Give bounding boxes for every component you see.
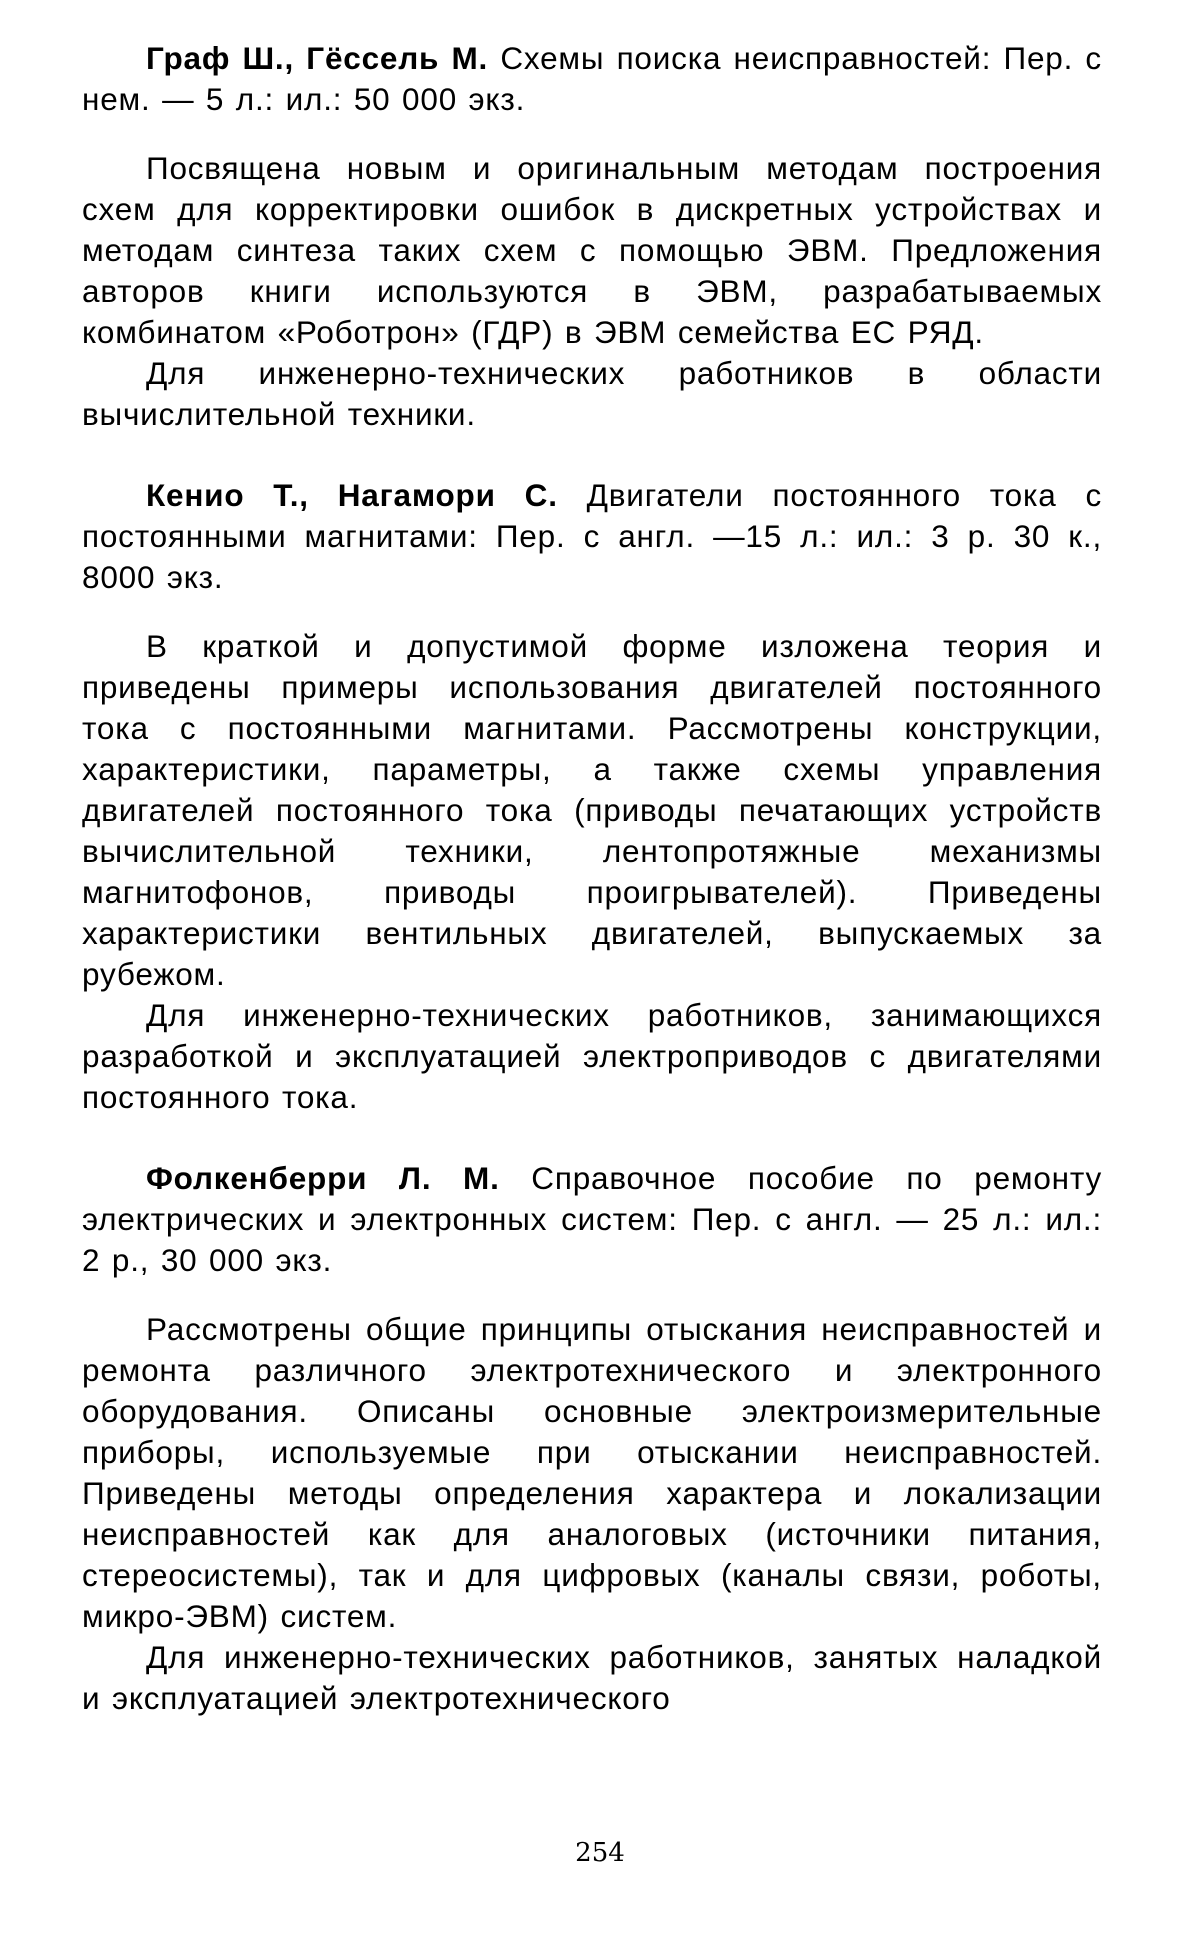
book-entry-graf [82, 38, 1102, 435]
book-authors: Кенио Т., Нагамори С. [146, 477, 558, 513]
page-body [82, 38, 1102, 1719]
book-title-info: Схемы поиска неисправностей: Пер. с нем. — 5 л.: ил.: 50 000 экз. [82, 40, 1102, 117]
book-annotation: Посвящена новым и оригинальным методам построения схем для корректировки ошибок в дискретных устройствах и методам синтеза таких схем с помощью ЭВМ. Предложения авторов книги используются в ЭВМ, разрабатываемых комбинатом «Роботрон» (ГДР) в ЭВМ семейства ЕС РЯД. [82, 150, 1102, 350]
book-audience: Для инженерно-технических работников в области вычислительной техники. [82, 355, 1102, 432]
book-citation [82, 1158, 1102, 1281]
book-citation [82, 38, 1102, 120]
page-number: 254 [575, 1838, 625, 1868]
book-annotation: Рассмотрены общие принципы отыскания неисправностей и ремонта различного электротехнического и электронного оборудования. Описаны основные электроизмерительные приборы, используемые при отыскании неисправностей. Приведены методы определения характера и локализации неисправностей как для аналоговых (источники питания, стереосистемы), так и для цифровых (каналы связи, роботы, микро-ЭВМ) систем. [82, 1311, 1102, 1634]
book-annotation: В краткой и допустимой форме изложена теория и приведены примеры использования двигателей постоянного тока с постоянными магнитами. Рассмотрены конструкции, характеристики, параметры, а также схемы управления двигателей постоянного тока (приводы печатающих устройств вычислительной техники, лентопротяжные механизмы магнитофонов, приводы проигрывателей). Приведены характеристики вентильных двигателей, выпускаемых за рубежом. [82, 628, 1102, 992]
book-entry-folkenberri [82, 1158, 1102, 1719]
book-authors: Фолкенберри Л. М. [146, 1160, 500, 1196]
book-audience: Для инженерно-технических работников, занятых наладкой и эксплуатацией электротехнического [82, 1639, 1102, 1716]
book-authors: Граф Ш., Гёссель М. [146, 40, 489, 76]
book-citation [82, 475, 1102, 598]
book-entry-kenio [82, 475, 1102, 1118]
book-title-info: Справочное пособие по ремонту электрических и электронных систем: Пер. с англ. — 25 л.: ил.: 2 р., 30 000 экз. [82, 1160, 1102, 1278]
book-audience: Для инженерно-технических работников, занимающихся разработкой и эксплуатацией электроприводов с двигателями постоянного тока. [82, 997, 1102, 1115]
book-title-info: Двигатели постоянного тока с постоянными магнитами: Пер. с англ. —15 л.: ил.: 3 р. 30 к., 8000 экз. [82, 477, 1103, 595]
